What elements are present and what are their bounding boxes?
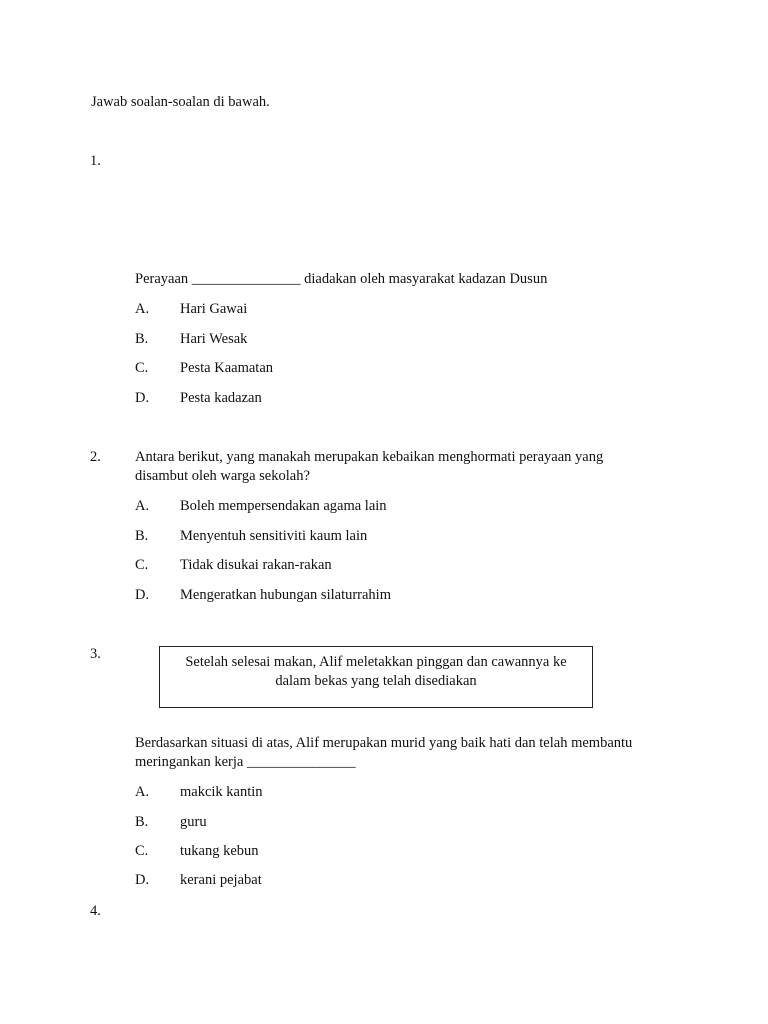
question-3-option-c-letter: C. <box>135 843 149 859</box>
question-2-option-a-letter: A. <box>135 498 150 514</box>
question-3-option-a-letter: A. <box>135 784 150 800</box>
question-1-option-b-text: Hari Wesak <box>180 331 248 347</box>
question-1-option-a-text: Hari Gawai <box>180 301 248 317</box>
question-3-stem-line-2: meringankan kerja _______________ <box>135 754 356 770</box>
question-1-option-c-letter: C. <box>135 360 149 376</box>
question-2-option-c-text: Tidak disukai rakan-rakan <box>180 557 332 573</box>
question-1-option-d-text: Pesta kadazan <box>180 390 262 406</box>
question-4-number: 4. <box>90 903 101 919</box>
question-3-option-b-text: guru <box>180 814 207 830</box>
question-3-option-d-letter: D. <box>135 872 150 888</box>
question-2-stem-line-1: Antara berikut, yang manakah merupakan kebaikan menghormati perayaan yang <box>135 449 604 465</box>
situation-box <box>159 646 593 708</box>
question-2-option-a-text: Boleh mempersendakan agama lain <box>180 498 387 514</box>
question-2-number: 2. <box>90 449 101 465</box>
question-3-option-a-text: makcik kantin <box>180 784 263 800</box>
question-3-option-b-letter: B. <box>135 814 149 830</box>
question-2-option-d-letter: D. <box>135 587 150 603</box>
question-2-stem-line-2: disambut oleh warga sekolah? <box>135 468 310 484</box>
question-1-option-a-letter: A. <box>135 301 150 317</box>
question-3-stem-line-1: Berdasarkan situasi di atas, Alif merupakan murid yang baik hati dan telah membantu <box>135 735 633 751</box>
question-3-option-c-text: tukang kebun <box>180 843 259 859</box>
instruction-text: Jawab soalan-soalan di bawah. <box>91 94 270 110</box>
question-1-stem: Perayaan _______________ diadakan oleh masyarakat kadazan Dusun <box>135 271 548 287</box>
question-1-number: 1. <box>90 153 101 169</box>
question-3-number: 3. <box>90 646 101 662</box>
question-2-option-d-text: Mengeratkan hubungan silaturrahim <box>180 587 391 603</box>
situation-line-2: dalam bekas yang telah disediakan <box>275 673 477 689</box>
question-1-option-d-letter: D. <box>135 390 150 406</box>
question-3-option-d-text: kerani pejabat <box>180 872 262 888</box>
situation-line-1: Setelah selesai makan, Alif meletakkan pinggan dan cawannya ke <box>185 654 567 670</box>
question-2-option-c-letter: C. <box>135 557 149 573</box>
question-2-option-b-text: Menyentuh sensitiviti kaum lain <box>180 528 368 544</box>
question-1-option-c-text: Pesta Kaamatan <box>180 360 274 376</box>
question-1-option-b-letter: B. <box>135 331 149 347</box>
question-2-option-b-letter: B. <box>135 528 149 544</box>
